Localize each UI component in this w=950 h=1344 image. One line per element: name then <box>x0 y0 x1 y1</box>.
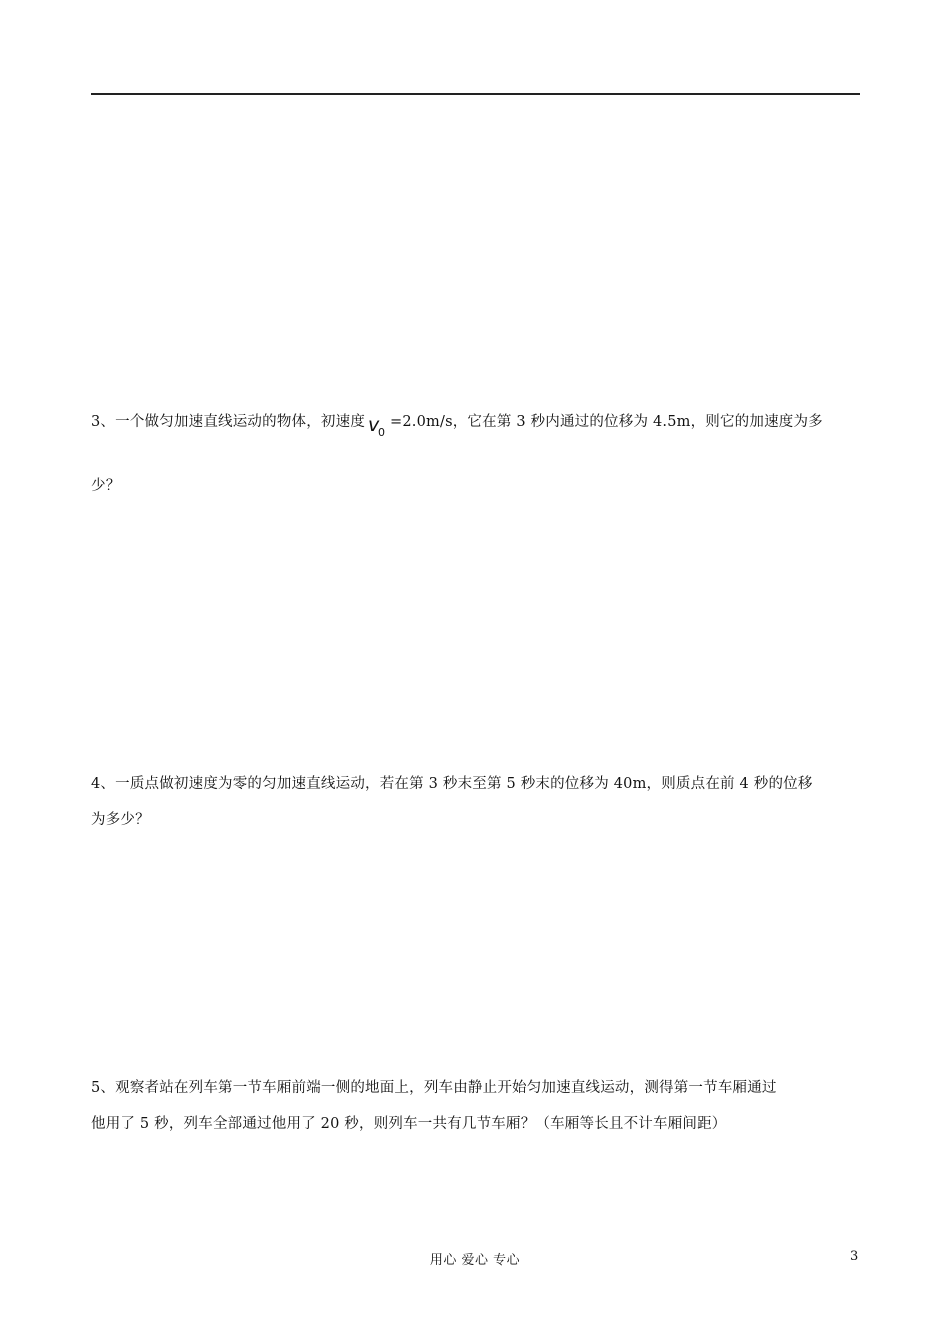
header-rule <box>91 93 860 95</box>
question-3-text-after: =2.0m/s，它在第 3 秒内通过的位移为 4.5m，则它的加速度为多 <box>390 414 823 430</box>
question-4-line-1: 4、一质点做初速度为零的匀加速直线运动，若在第 3 秒末至第 5 秒末的位移为 40m，则质点在前 4 秒的位移 <box>91 776 813 792</box>
question-3-line-2: 少？ <box>91 478 121 494</box>
footer-text: 用心 爱心 专心 <box>429 1253 521 1268</box>
velocity-subscript: 0 <box>378 426 386 439</box>
question-3-text-before: 3、一个做匀加速直线运动的物体，初速度 <box>91 414 366 430</box>
initial-velocity-symbol <box>366 410 388 439</box>
question-5-line-1: 5、观察者站在列车第一节车厢前端一侧的地面上，列车由静止开始匀加速直线运动，测得第一节车厢通过 <box>91 1080 777 1096</box>
question-4-line-2: 为多少？ <box>91 812 150 828</box>
question-5-line-2: 他用了 5 秒，列车全部通过他用了 20 秒，则列车一共有几节车厢？（车厢等长且不计车厢间距） <box>91 1116 727 1132</box>
page-number: 3 <box>850 1249 859 1264</box>
question-3-line-1 <box>91 410 823 439</box>
velocity-letter: v <box>368 414 380 436</box>
